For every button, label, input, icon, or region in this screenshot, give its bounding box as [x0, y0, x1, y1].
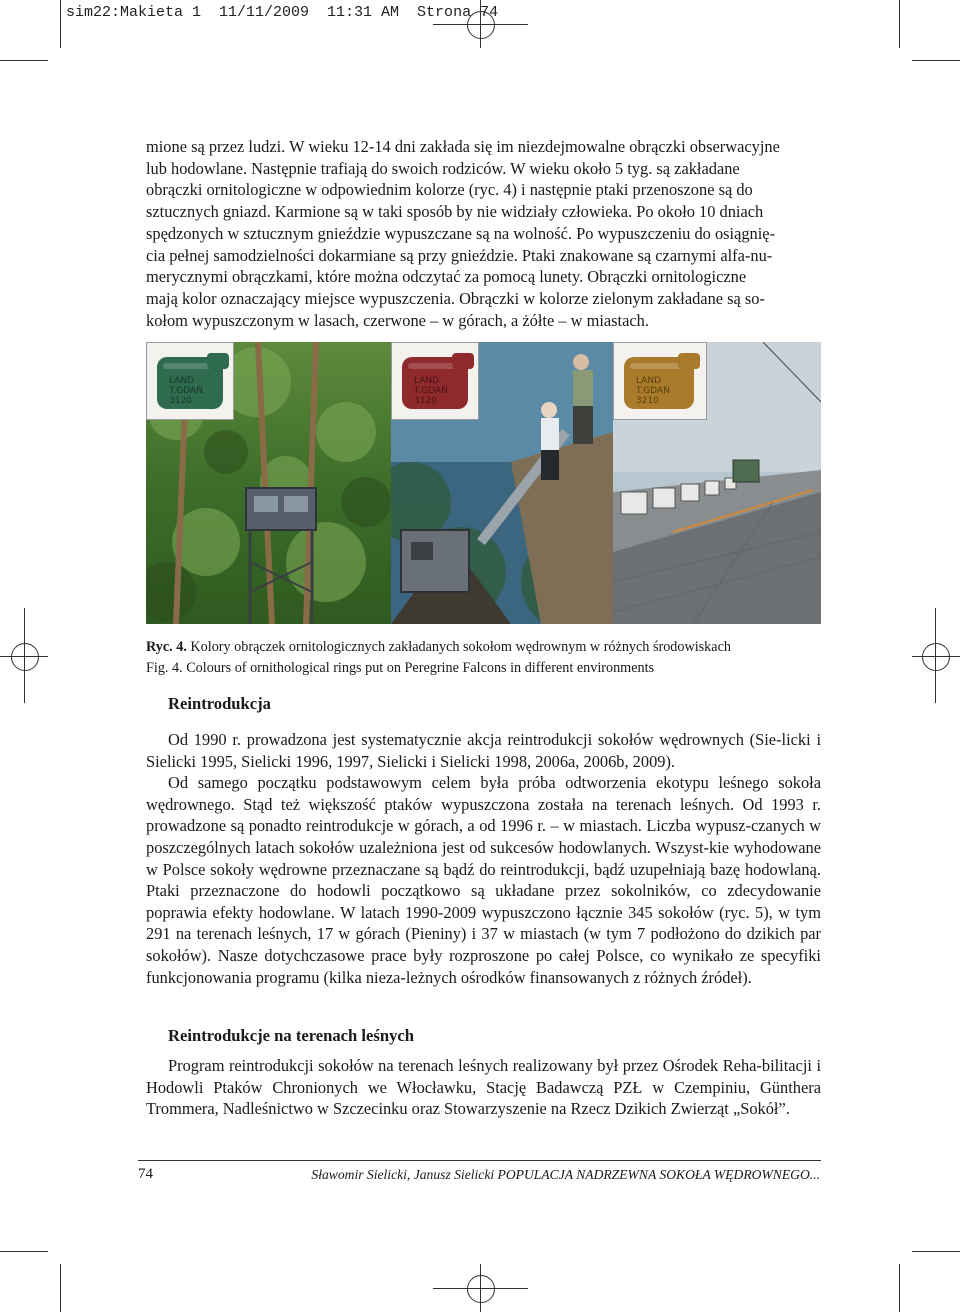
text-line: kołom wypuszczonym w lasach, czerwone – w górach, a żółte – w miastach. — [146, 310, 649, 330]
section-reintrodukcja-body — [146, 729, 821, 988]
text-line: sztucznych gniazd. Karmione są w taki sposób by nie widziały człowieka. Po około 10 dniach — [146, 202, 764, 222]
text-line: mają kolor oznaczający miejsce wypuszczenia. Obrączki w kolorze zielonym zakładane są so- — [146, 288, 765, 308]
text-line: cia pełnej samodzielności dokarmiane są przy gnieździe. Ptaki znakowane są czarnymi alfa-nu- — [146, 245, 773, 265]
caption-label: Ryc. 4. — [146, 639, 187, 655]
ring-engraving: LAND T.GDAŃ 3120 — [414, 376, 448, 406]
text-line: mione są przez ludzi. W wieku 12-14 dni zakłada się im niezdejmowalne obrączki obserwacyjne — [146, 137, 780, 156]
section-lasy-body — [146, 1055, 821, 1120]
paragraph-top — [146, 136, 821, 331]
paragraph: Od 1990 r. prowadzona jest systematycznie akcja reintrodukcji sokołów wędrownych (Sie-licki i Sielicki 1995, Sielicki 1996, 1997, Sielicki i Sielicki 1998, 2006a, 2006b, 2009). — [146, 730, 821, 771]
crop-mark — [60, 0, 61, 48]
crop-mark — [899, 1264, 900, 1312]
ring-inset-green — [146, 342, 234, 420]
crop-mark — [899, 0, 900, 48]
crop-mark — [912, 1251, 960, 1252]
registration-line — [433, 24, 528, 25]
running-head: Sławomir Sielicki, Janusz Sielicki POPULACJA NADRZEWNA SOKOŁA WĘDROWNEGO... — [311, 1167, 820, 1182]
footer-rule — [138, 1160, 821, 1161]
registration-mark-left — [11, 643, 39, 671]
paragraph: Program reintrodukcji sokołów na terenach leśnych realizowany był przez Ośrodek Reha-bilitacji i Hodowli Ptaków Chronionych we Włocławku, Stację Badawczą PZŁ w Czempiniu, Günthera Trommera, Nadleśnictwo w Szczecinku oraz Stowarzyszenie na Rzecz Dzikich Zwierząt „Sokół”. — [146, 1056, 821, 1119]
ring-inset-yellow — [613, 342, 707, 420]
figure-caption-en — [146, 658, 826, 678]
crop-mark — [0, 60, 48, 61]
caption-text: Colours of ornithological rings put on Peregrine Falcons in different environments — [186, 660, 655, 676]
text-line: spędzonych w sztucznym gnieździe wypuszczane są na wolność. Po wypuszczeniu do osiągnię- — [146, 223, 776, 243]
registration-mark-right — [922, 643, 950, 671]
ring-inset-red — [391, 342, 479, 420]
section-heading-reintrodukcja: Reintrodukcja — [168, 694, 271, 713]
ring-engraving: LAND T.GDAŃ 3210 — [636, 376, 670, 406]
registration-line — [0, 656, 48, 657]
crop-mark — [60, 1264, 61, 1312]
crop-mark — [912, 60, 960, 61]
page-number: 74 — [138, 1166, 153, 1182]
text-line: lub hodowlane. Następnie trafiają do swoich rodziców. W wieku około 5 tyg. są zakładane — [146, 158, 740, 178]
text-line: merycznymi obrączkami, które można odczytać za pomocą lunety. Obrączki ornitologiczne — [146, 267, 747, 287]
paragraph: Od samego początku podstawowym celem była próba odtworzenia ekotypu leśnego sokoła wędrownego. Stąd też większość ptaków wypuszczona została na terenach leśnych. Od 1993 r. prowadzone są ponadto reintrodukcje w górach, a od 1996 r. – w miastach. Liczba wypusz-czanych w poszczególnych latach sokołów uzależniona jest od sukcesów hodowlanych. Wszyst-kie wyhodowane w Polsce sokoły wędrowne przeznaczane są bądź do reintrodukcji, bądź uzupełniają bazę hodowlaną. Ptaki przeznaczone do hodowli początkowo są układane przez sokolników, co zdecydowanie poprawia efekty hodowlane. W latach 1990-2009 wypuszczono łącznie 345 sokołów (ryc. 5), w tym 291 na terenach leśnych, 17 w górach (Pieniny) i 37 w miastach (w tym 7 podłożono do dzikich par sokołów). Nasze dotychczasowe prace były rozproszone po całej Polsce, co wynikało ze specyfiki funkcjonowania programu (kilka nieza-leżnych ośrodków finansowanych z różnych źródeł). — [146, 773, 821, 987]
figure-rings-photos — [146, 342, 821, 624]
caption-label: Fig. 4. — [146, 660, 183, 676]
crop-mark — [0, 1251, 48, 1252]
registration-line — [433, 1288, 528, 1289]
print-slug: sim22:Makieta 1 11/11/2009 11:31 AM Strona 74 — [66, 4, 499, 21]
section-heading-lasy: Reintrodukcje na terenach leśnych — [168, 1026, 414, 1045]
text-line: obrączki ornitologiczne w odpowiednim kolorze (ryc. 4) i następnie ptaki przenoszone są do — [146, 180, 753, 200]
ring-engraving: LAND T.GDAŃ 3120 — [169, 376, 203, 406]
registration-mark-bottom — [467, 1275, 495, 1303]
registration-line — [912, 656, 960, 657]
figure-caption-pl — [146, 637, 826, 657]
caption-text: Kolory obrączek ornitologicznych zakładanych sokołom wędrownym w różnych środowiskach — [190, 639, 731, 655]
